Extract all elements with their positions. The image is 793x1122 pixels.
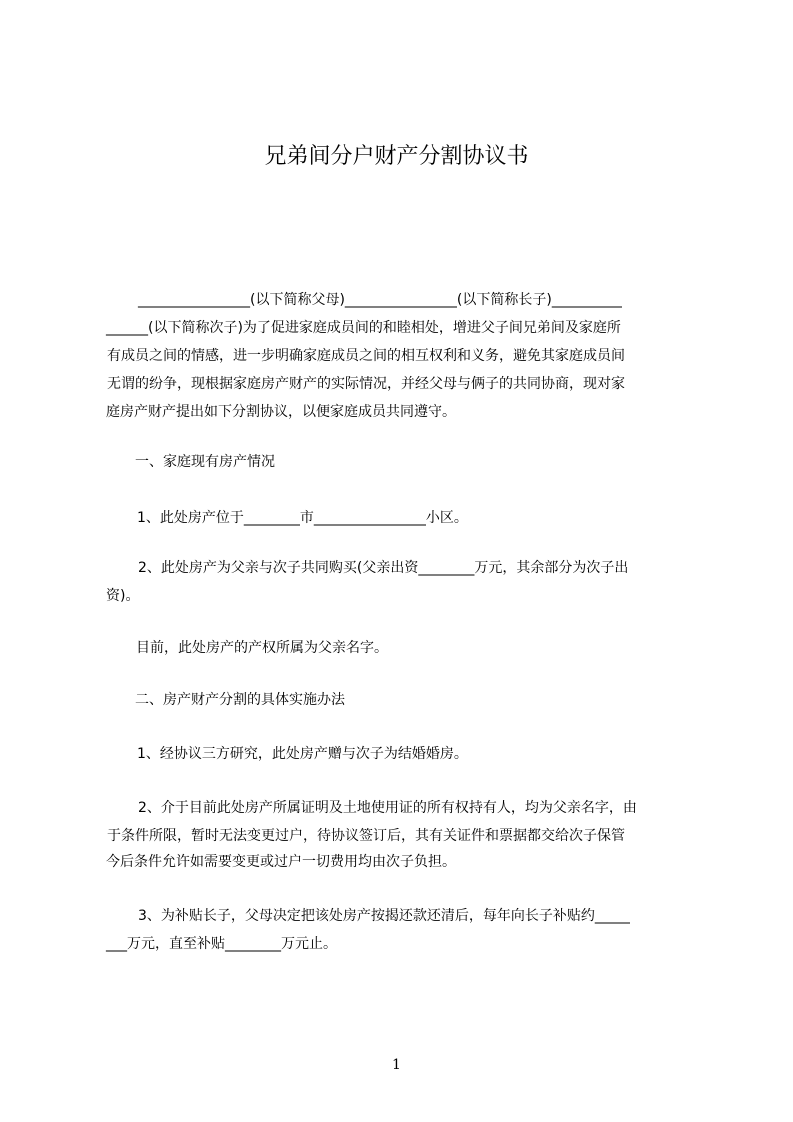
clause-1-1: 1、此处房产位于________市________________小区。 xyxy=(137,510,468,526)
intro-line-1: ________________(以下简称父母)________________(以下简称长子)__________ xyxy=(138,292,622,308)
clause-2-2-line-2: 于条件所限，暂时无法变更过户，待协议签订后，其有关证件和票据都交给次子保管 xyxy=(107,828,625,844)
clause-2-2-line-1: 2、介于目前此处房产所属证明及土地使用证的所有权持有人，均为父亲名字，由 xyxy=(138,800,637,816)
clause-2-2-line-3: 今后条件允许如需要变更或过户一切费用均由次子负担。 xyxy=(106,854,456,870)
clause-2-3-line-1: 3、为补贴长子，父母决定把该处房产按揭还款还清后，每年向长子补贴约_____ xyxy=(138,908,630,924)
clause-2-3-line-2: ___万元，直至补贴________万元止。 xyxy=(106,936,337,952)
section-heading-2: 二、房产财产分割的具体实施办法 xyxy=(135,692,345,708)
intro-line-2: ______(以下简称次子)为了促进家庭成员间的和睦相处，增进父子间兄弟间及家庭所 xyxy=(106,320,621,336)
clause-1-2-line-2: 资)。 xyxy=(106,588,140,604)
section-heading-1: 一、家庭现有房产情况 xyxy=(135,454,275,470)
page-number: 1 xyxy=(392,1057,401,1073)
clause-1-2-line-1: 2、此处房产为父亲与次子共同购买(父亲出资________万元，其余部分为次子出 xyxy=(138,560,629,576)
intro-line-3: 有成员之间的情感，进一步明确家庭成员之间的相互权利和义务，避免其家庭成员间 xyxy=(107,348,625,364)
document-title: 兄弟间分户财产分割协议书 xyxy=(264,144,529,169)
intro-line-4: 无谓的纷争，现根据家庭房产财产的实际情况，并经父母与俩子的共同协商，现对家 xyxy=(107,376,625,392)
ownership-note: 目前，此处房产的产权所属为父亲名字。 xyxy=(136,640,388,656)
intro-line-5: 庭房产财产提出如下分割协议，以便家庭成员共同遵守。 xyxy=(106,404,456,420)
clause-2-1: 1、经协议三方研究，此处房产赠与次子为结婚婚房。 xyxy=(137,746,468,762)
